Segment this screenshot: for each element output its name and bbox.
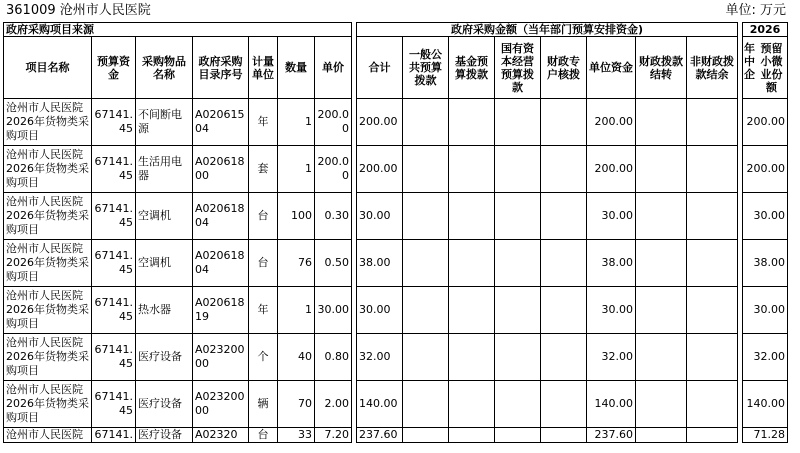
- item-name-cell: 医疗设备: [136, 334, 193, 381]
- project-name-cell: 沧州市人民医院2026年货物类采购项目: [4, 381, 92, 428]
- table-row: [4, 334, 788, 381]
- qty-cell: 1: [278, 287, 315, 334]
- total-cell: 30.00: [357, 193, 403, 240]
- price-cell: 0.50: [315, 240, 352, 287]
- price-cell: 30.00: [315, 287, 352, 334]
- year-group-header: 2026: [743, 23, 788, 37]
- total-cell: 237.60: [357, 428, 403, 443]
- budget-fund-cell: 67141.45: [92, 287, 136, 334]
- table-row: [4, 428, 788, 443]
- table-row: [4, 99, 788, 146]
- qty-cell: 100: [278, 193, 315, 240]
- qty-cell: 76: [278, 240, 315, 287]
- catalog-no-cell: A02061804: [193, 193, 249, 240]
- col-unit: 计量单位: [249, 37, 278, 99]
- qty-cell: 1: [278, 146, 315, 193]
- table-row: [4, 240, 788, 287]
- item-name-cell: 空调机: [136, 240, 193, 287]
- unit-fund-cell: 38.00: [587, 240, 636, 287]
- col-total: 合计: [357, 37, 403, 99]
- price-cell: 2.00: [315, 381, 352, 428]
- col-project-name: 项目名称: [4, 37, 92, 99]
- unit-fund-cell: 140.00: [587, 381, 636, 428]
- item-name-cell: 不间断电源: [136, 99, 193, 146]
- catalog-no-cell: A02061819: [193, 287, 249, 334]
- table-row: [4, 381, 788, 428]
- amount-group-header: 政府采购金额（当年部门预算安排资金): [357, 23, 738, 37]
- unit-fund-cell: 200.00: [587, 99, 636, 146]
- price-cell: 0.30: [315, 193, 352, 240]
- table-row: [4, 146, 788, 193]
- unit-cell: 辆: [249, 381, 278, 428]
- page-title: 361009 沧州市人民医院: [6, 3, 151, 18]
- total-cell: 32.00: [357, 334, 403, 381]
- unit-fund-cell: 30.00: [587, 193, 636, 240]
- catalog-no-cell: A02061800: [193, 146, 249, 193]
- unit-fund-cell: 200.00: [587, 146, 636, 193]
- price-cell: 200.00: [315, 146, 352, 193]
- qty-cell: 40: [278, 334, 315, 381]
- catalog-no-cell: A02061804: [193, 240, 249, 287]
- item-name-cell: 医疗设备: [136, 381, 193, 428]
- col-general-budget: 一般公共预算拨款: [403, 37, 449, 99]
- project-name-cell: 沧州市人民医院2026年货物类采购项目: [4, 287, 92, 334]
- col-sme-reserve: 预留小微业份额: [760, 41, 783, 94]
- catalog-no-cell: A02320000: [193, 334, 249, 381]
- qty-cell: 33: [278, 428, 315, 443]
- col-special-account: 财政专户核拨: [541, 37, 587, 99]
- col-unit-fund: 单位资金: [587, 37, 636, 99]
- table-row: [4, 287, 788, 334]
- unit-fund-cell: 237.60: [587, 428, 636, 443]
- col-fin-carryover: 财政拨款结转: [636, 37, 687, 99]
- source-group-header: 政府采购项目来源: [4, 23, 352, 37]
- catalog-no-cell: A02061504: [193, 99, 249, 146]
- table-row: [4, 193, 788, 240]
- unit-cell: 年: [249, 99, 278, 146]
- qty-cell: 1: [278, 99, 315, 146]
- price-cell: 7.20: [315, 428, 352, 443]
- budget-fund-cell: 67141.45: [92, 381, 136, 428]
- col-price: 单价: [315, 37, 352, 99]
- reserve-cell: 140.00: [743, 381, 788, 428]
- total-cell: 30.00: [357, 287, 403, 334]
- qty-cell: 70: [278, 381, 315, 428]
- unit-cell: 台: [249, 240, 278, 287]
- col-catalog-no: 政府采购目录序号: [193, 37, 249, 99]
- item-name-cell: 空调机: [136, 193, 193, 240]
- total-cell: 200.00: [357, 146, 403, 193]
- item-name-cell: 生活用电器: [136, 146, 193, 193]
- col-fund-budget: 基金预算拨款: [449, 37, 495, 99]
- budget-fund-cell: 67141.45: [92, 146, 136, 193]
- project-name-cell: 沧州市人民医院2026年货物类采购项目: [4, 99, 92, 146]
- unit-fund-cell: 32.00: [587, 334, 636, 381]
- budget-fund-cell: 67141.: [92, 428, 136, 443]
- catalog-no-cell: A02320: [193, 428, 249, 443]
- reserve-cell: 71.28: [743, 428, 788, 443]
- reserve-cell: 32.00: [743, 334, 788, 381]
- procurement-table: [3, 22, 788, 443]
- reserve-cell: 200.00: [743, 146, 788, 193]
- price-cell: 200.00: [315, 99, 352, 146]
- reserve-cell: 30.00: [743, 287, 788, 334]
- col-sme-year: 年中企: [744, 41, 755, 81]
- price-cell: 0.80: [315, 334, 352, 381]
- reserve-cell: 200.00: [743, 99, 788, 146]
- budget-fund-cell: 67141.45: [92, 193, 136, 240]
- unit-label: 单位: 万元: [725, 3, 786, 18]
- total-cell: 200.00: [357, 99, 403, 146]
- project-name-cell: 沧州市人民医院2026年货物类采购项目: [4, 146, 92, 193]
- col-nonfin-carryover: 非财政拨款结余: [687, 37, 738, 99]
- budget-fund-cell: 67141.45: [92, 334, 136, 381]
- total-cell: 140.00: [357, 381, 403, 428]
- catalog-no-cell: A02320000: [193, 381, 249, 428]
- reserve-cell: 30.00: [743, 193, 788, 240]
- unit-cell: 套: [249, 146, 278, 193]
- col-state-capital: 国有资本经营预算拨款: [495, 37, 541, 99]
- reserve-cell: 38.00: [743, 240, 788, 287]
- budget-fund-cell: 67141.45: [92, 240, 136, 287]
- col-qty: 数量: [278, 37, 315, 99]
- unit-cell: 台: [249, 428, 278, 443]
- unit-cell: 年: [249, 287, 278, 334]
- project-name-cell: 沧州市人民医院: [4, 428, 92, 443]
- item-name-cell: 医疗设备: [136, 428, 193, 443]
- unit-cell: 台: [249, 193, 278, 240]
- project-name-cell: 沧州市人民医院2026年货物类采购项目: [4, 240, 92, 287]
- col-item-name: 采购物品名称: [136, 37, 193, 99]
- col-budget-fund: 预算资金: [92, 37, 136, 99]
- budget-fund-cell: 67141.45: [92, 99, 136, 146]
- project-name-cell: 沧州市人民医院2026年货物类采购项目: [4, 193, 92, 240]
- total-cell: 38.00: [357, 240, 403, 287]
- unit-cell: 个: [249, 334, 278, 381]
- unit-fund-cell: 30.00: [587, 287, 636, 334]
- item-name-cell: 热水器: [136, 287, 193, 334]
- project-name-cell: 沧州市人民医院2026年货物类采购项目: [4, 334, 92, 381]
